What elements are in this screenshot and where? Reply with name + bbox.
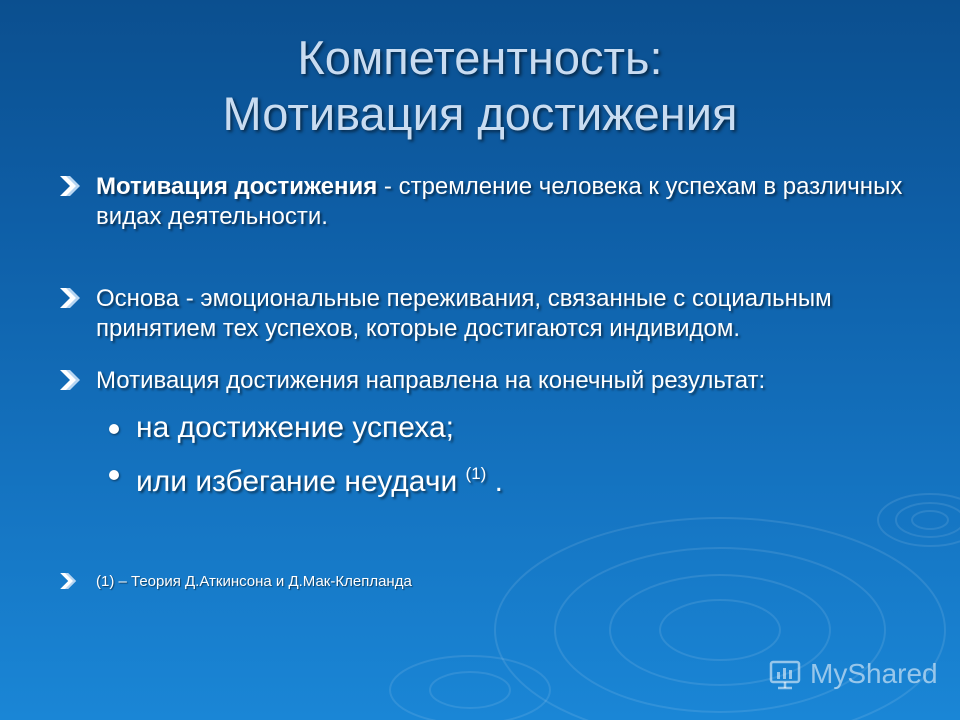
arrow-bullet-icon (60, 176, 82, 196)
title-line-1: Компетентность: (297, 31, 663, 84)
bullet-text: Основа - эмоциональные переживания, связанные с социальным принятием тех успехов, которые достигаются индивидом. (96, 285, 832, 342)
dot-bullet-icon (109, 470, 119, 480)
watermark-text: MyShared (810, 658, 938, 689)
bullet-bold-lead: Мотивация достижения (96, 173, 378, 200)
sub-bullet-tail: . (486, 465, 503, 498)
sub-bullet-text: на достижение успеха; (136, 411, 454, 444)
sub-bullet-item (60, 454, 920, 502)
arrow-bullet-icon (60, 370, 82, 390)
sub-bullet-item (60, 408, 920, 448)
footnote-ref: (1) (465, 464, 487, 483)
bullet-item (60, 172, 920, 232)
footnote-text: (1) – Теория Д.Аткинсона и Д.Мак-Клепланда (96, 573, 412, 590)
arrow-bullet-icon (60, 573, 78, 589)
watermark-logo (768, 654, 938, 694)
bullet-text: - стремление человека к успехам в различных видах деятельности. (96, 173, 903, 230)
title-line-2: Мотивация достижения (222, 87, 738, 140)
bullet-item (60, 366, 920, 396)
bullet-list (60, 172, 920, 592)
bullet-text: Мотивация достижения направлена на конечный результат: (96, 367, 766, 394)
sub-bullet-text: или избегание неудачи (136, 465, 466, 498)
slide-title (0, 30, 960, 142)
dot-bullet-icon (109, 424, 119, 434)
arrow-bullet-icon (60, 288, 82, 308)
footnote (60, 572, 920, 592)
presentation-icon (768, 657, 802, 691)
bullet-item (60, 284, 920, 344)
